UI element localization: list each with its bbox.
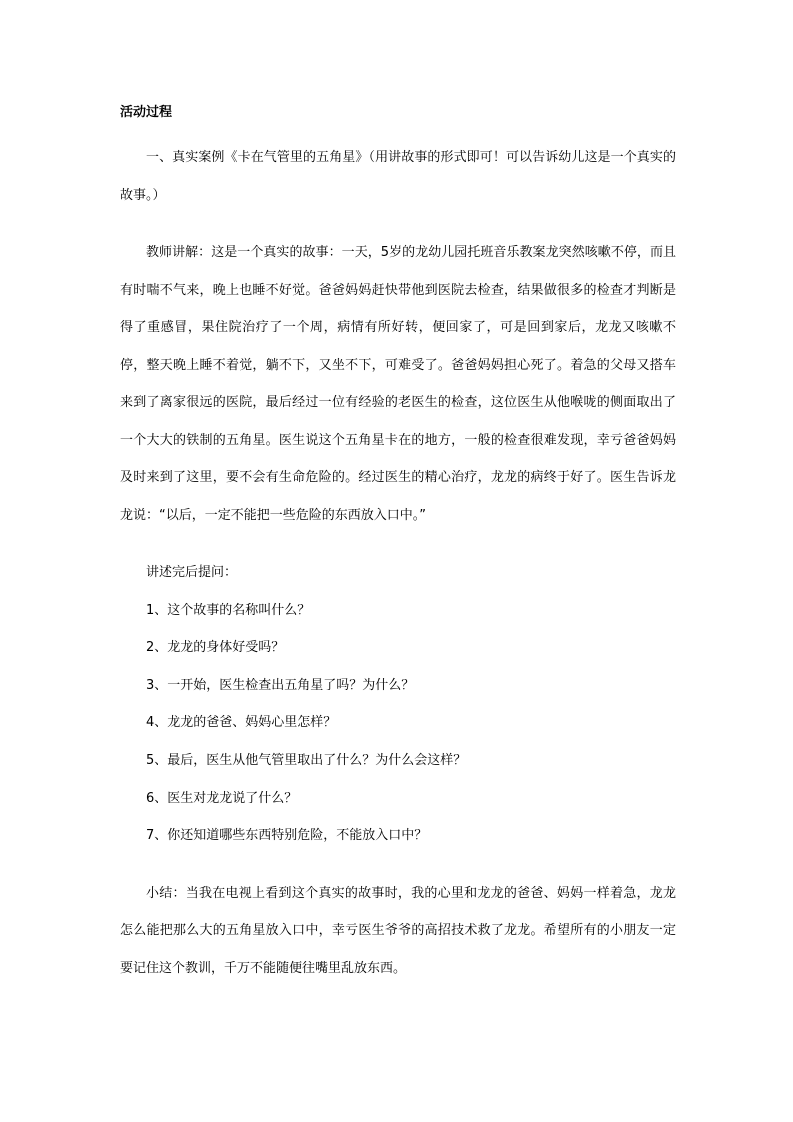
- question-item: 2、龙龙的身体好受吗？: [146, 640, 285, 656]
- paragraph-gap: [120, 855, 676, 875]
- question-item: 5、最后，医生从他气管里取出了什么？为什么会这样？: [146, 752, 467, 768]
- question-list: [120, 592, 676, 855]
- summary-paragraph: 小结：当我在电视上看到这个真实的故事时，我的心里和龙龙的爸爸、妈妈一样着急，龙龙怎么能把那么大的五角星放入口中，幸亏医生爷爷的高招技术救了龙龙。希望所有的小朋友一定要记住这个教训，千万不能随便往嘴里乱放东西。: [120, 885, 676, 976]
- section-title: 活动过程: [120, 105, 173, 120]
- questions-intro: 讲述完后提问：: [146, 565, 238, 580]
- question-item: 1、这个故事的名称叫什么？: [146, 602, 311, 618]
- document-body: [120, 103, 676, 987]
- paragraph-gap: [120, 214, 676, 234]
- question-item: 3、一开始，医生检查出五角星了吗？为什么？: [146, 677, 415, 693]
- question-item: 6、医生对龙龙说了什么？: [146, 790, 298, 806]
- intro-paragraph: 一、真实案例《卡在气管里的五角星》（用讲故事的形式即可！可以告诉幼儿这是一个真实的故事。）: [120, 150, 676, 203]
- question-item: 7、你还知道哪些东西特别危险，不能放入口中？: [146, 828, 428, 844]
- story-paragraph: 教师讲解：这是一个真实的故事：一天，5岁的龙幼儿园托班音乐教案龙突然咳嗽不停，而且有时喘不气来，晚上也睡不好觉。爸爸妈妈赶快带他到医院去检查，结果做很多的检查才判断是得了重感冒，果住院治疗了一个周，病情有所好转，便回家了，可是回到家后，龙龙又咳嗽不停，整天晚上睡不着觉，躺不下，又坐不下，可难受了。爸爸妈妈担心死了。着急的父母又搭车来到了离家很远的医院，最后经过一位有经验的老医生的检查，这位医生从他喉咙的侧面取出了一个大大的铁制的五角星。医生说这个五角星卡在的地方，一般的检查很难发现，幸亏爸爸妈妈及时来到了这里，要不会有生命危险的。经过医生的精心治疗，龙龙的病终于好了。医生告诉龙龙说：“以后，一定不能把一些危险的东西放入口中。”: [120, 245, 676, 523]
- paragraph-gap: [120, 534, 676, 554]
- question-item: 4、龙龙的爸爸、妈妈心里怎样？: [146, 715, 337, 731]
